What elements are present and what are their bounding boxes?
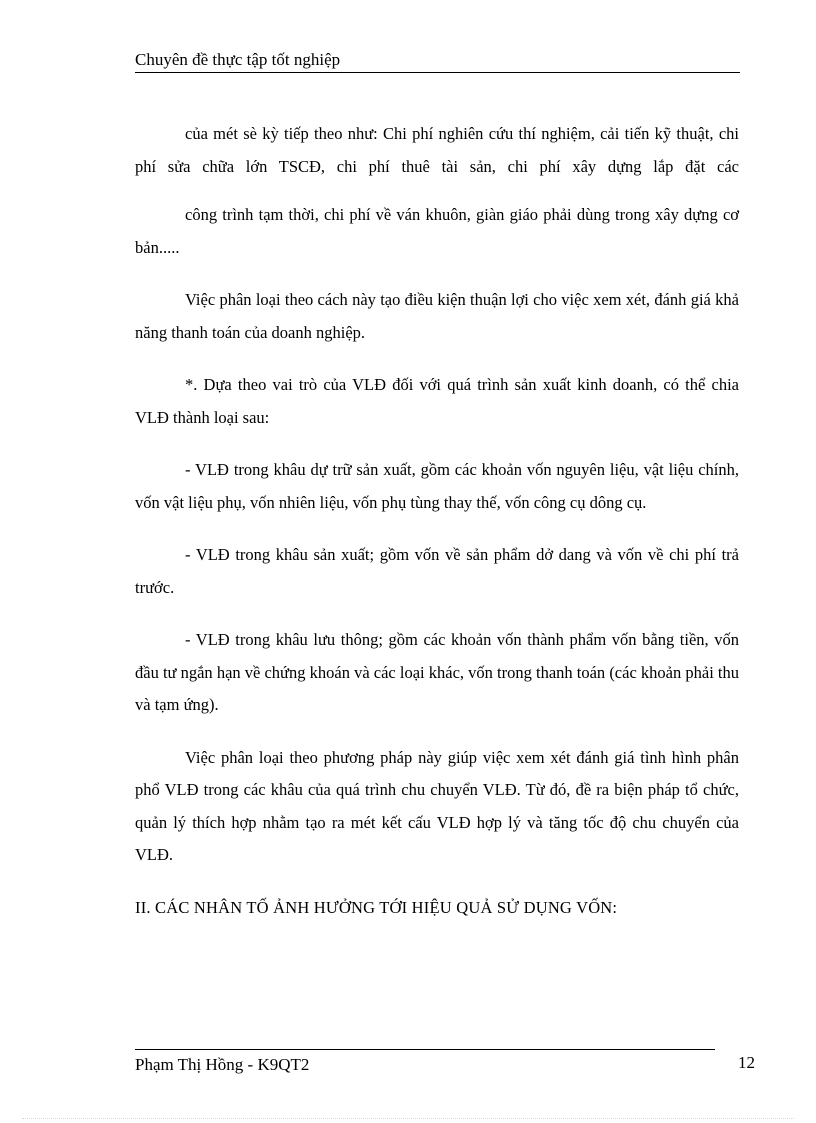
paragraph-7: - VLĐ trong khâu lưu thông; gồm các khoản vốn thành phẩm vốn bằng tiền, vốn đầu tư ngắn hạn về chứng khoán và các loại khác, vốn trong thanh toán (các khoản phải thu và tạm ứng).	[135, 630, 739, 714]
page-header-title: Chuyên đề thực tập tốt nghiệp	[135, 50, 740, 73]
document-body	[135, 118, 739, 944]
paragraph-4: *. Dựa theo vai trò của VLĐ đối với quá trình sản xuất kinh doanh, có thể chia VLĐ thành loại sau:	[135, 375, 739, 427]
paragraph-5: - VLĐ trong khâu dự trữ sản xuất, gồm các khoản vốn nguyên liệu, vật liệu chính, vốn vật liệu phụ, vốn nhiên liệu, vốn phụ tùng thay thế, vốn công cụ dông cụ.	[135, 460, 739, 512]
page-edge-divider	[22, 1118, 794, 1119]
section-heading: II. CÁC NHÂN TỐ ẢNH HƯỞNG TỚI HIỆU QUẢ SỬ DỤNG VỐN:	[135, 897, 618, 917]
paragraph-8: Việc phân loại theo phương pháp này giúp việc xem xét đánh giá tình hình phân phổ VLĐ trong các khâu của quá trình chu chuyển VLĐ. Từ đó, đề ra biện pháp tổ chức, quản lý thích hợp nhằm tạo ra mét kết cấu VLĐ hợp lý và tăng tốc độ chu chuyển của VLĐ.	[135, 747, 739, 864]
paragraph-2: công trình tạm thời, chi phí về ván khuôn, giàn giáo phải dùng trong xây dựng cơ bản.....	[135, 205, 739, 257]
paragraph-1: của mét sè kỳ tiếp theo như: Chi phí nghiên cứu thí nghiệm, cải tiến kỹ thuật, chi phí sửa chữa lớn TSCĐ, chi phí thuê tài sản, chi phí xây dựng lắp đặt các	[135, 124, 739, 176]
footer-author: Phạm Thị Hồng - K9QT2	[135, 1055, 310, 1074]
paragraph-3: Việc phân loại theo cách này tạo điều kiện thuận lợi cho việc xem xét, đánh giá khả năng thanh toán của doanh nghiệp.	[135, 290, 739, 342]
paragraph-6: - VLĐ trong khâu sản xuất; gồm vốn về sản phẩm dở dang và vốn về chi phí trả trước.	[135, 545, 739, 597]
footer-divider	[135, 1049, 715, 1050]
page-number: 12	[738, 1053, 755, 1072]
